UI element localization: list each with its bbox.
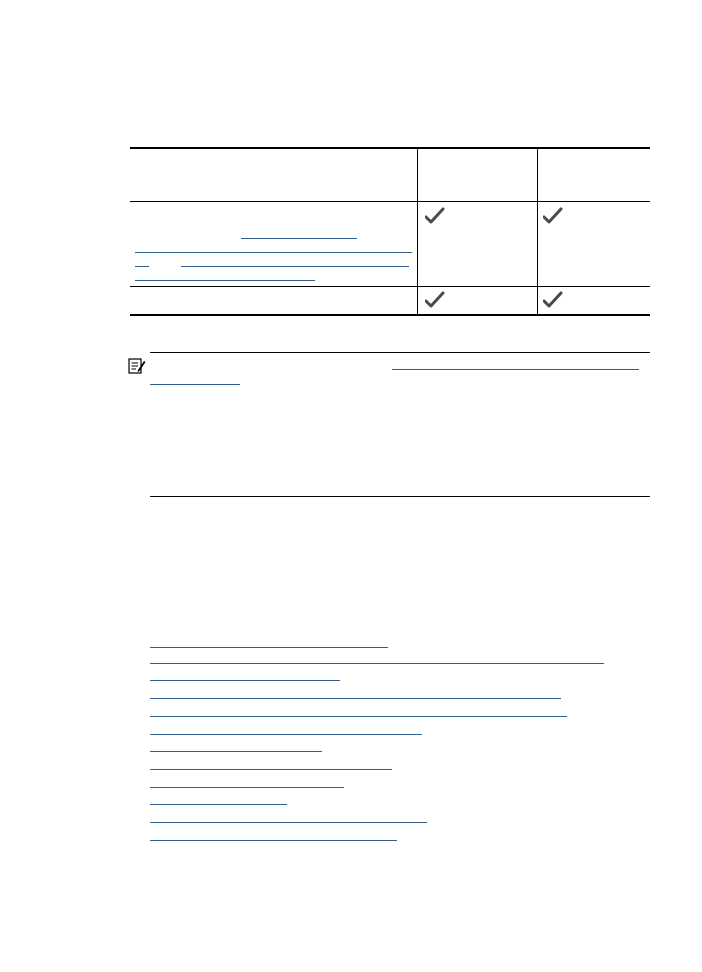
table-bottom-rule	[130, 314, 650, 316]
table-row1-link-2[interactable]	[135, 252, 412, 253]
table-row1-rule	[130, 286, 650, 287]
table-col-divider-1	[417, 149, 418, 315]
table-col-divider-2	[537, 149, 538, 315]
table-top-rule	[130, 147, 650, 149]
table-header-rule	[130, 201, 650, 202]
list-link-4[interactable]	[150, 698, 561, 699]
table-row1-link-4[interactable]	[135, 280, 315, 281]
list-link-6[interactable]	[150, 734, 422, 735]
check-icon	[425, 291, 445, 309]
check-icon	[543, 291, 563, 309]
table-row1-link-3a[interactable]	[135, 266, 149, 267]
table-row1-link-1[interactable]	[241, 238, 357, 239]
note-bottom-rule	[150, 496, 650, 497]
list-link-9[interactable]	[150, 787, 344, 788]
list-link-2[interactable]	[150, 663, 604, 664]
list-link-1[interactable]	[150, 647, 388, 648]
list-link-7[interactable]	[150, 751, 322, 752]
list-link-10[interactable]	[150, 804, 287, 805]
list-link-5[interactable]	[150, 716, 567, 717]
note-link-2[interactable]	[150, 384, 240, 385]
check-icon	[543, 207, 563, 225]
list-link-11[interactable]	[150, 822, 427, 823]
note-link-1[interactable]	[392, 369, 639, 370]
note-top-rule	[150, 352, 650, 353]
note-icon	[128, 357, 146, 375]
list-link-8[interactable]	[150, 769, 392, 770]
list-link-12[interactable]	[150, 840, 397, 841]
check-icon	[425, 207, 445, 225]
list-link-3[interactable]	[150, 680, 340, 681]
table-row1-link-3b[interactable]	[181, 266, 409, 267]
